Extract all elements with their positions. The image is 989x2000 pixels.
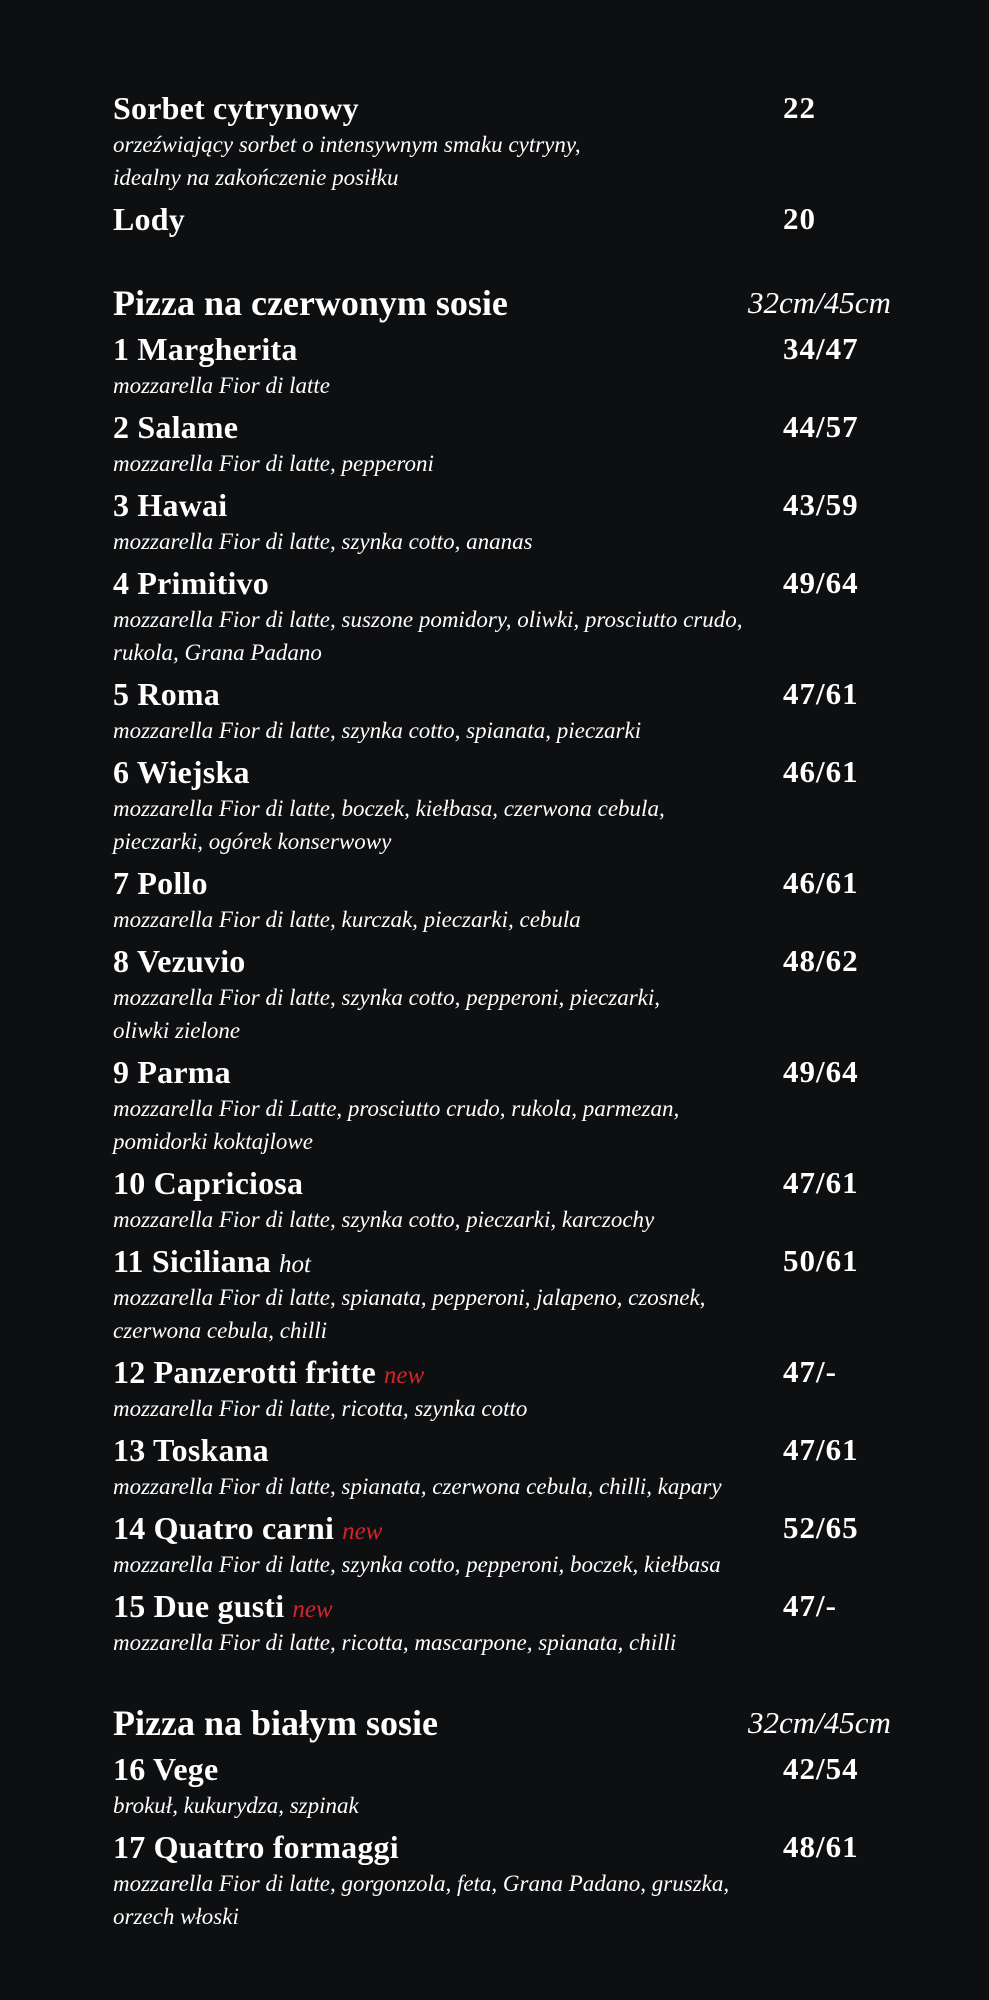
menu-item-price: 47/-	[783, 1354, 837, 1389]
menu-item-price: 46/61	[783, 754, 859, 789]
menu-item-red-sauce-14	[113, 1508, 913, 1581]
menu-item-description: mozzarella Fior di latte, szynka cotto, pepperoni, boczek, kiełbasa	[113, 1552, 721, 1577]
menu-item-row	[113, 1508, 913, 1548]
section-sizes: 32cm/45cm	[748, 285, 891, 320]
menu-item-description: mozzarella Fior di latte, suszone pomidory, oliwki, prosciutto crudo,	[113, 607, 743, 632]
menu-item-price: 47/61	[783, 1165, 859, 1200]
menu-item-description: mozzarella Fior di latte, kurczak, pieczarki, cebula	[113, 907, 581, 932]
menu-item-description: mozzarella Fior di latte, boczek, kiełbasa, czerwona cebula,	[113, 796, 665, 821]
menu-item-name: 11 Siciliana	[113, 1243, 271, 1279]
menu-item-price: 34/47	[783, 331, 859, 366]
menu-item-red-sauce-3	[113, 485, 913, 558]
menu-item-name: 7 Pollo	[113, 865, 208, 901]
menu-item-description: mozzarella Fior di latte, szynka cotto, pieczarki, karczochy	[113, 1207, 655, 1232]
menu-item-price: 50/61	[783, 1243, 859, 1278]
menu-item-name: 8 Vezuvio	[113, 943, 246, 979]
menu-item-description: orzech włoski	[113, 1904, 239, 1929]
menu-item-price: 48/61	[783, 1829, 859, 1864]
menu-item-description: idealny na zakończenie posiłku	[113, 165, 399, 190]
menu-item-red-sauce-13	[113, 1430, 913, 1503]
menu-item-red-sauce-6	[113, 752, 913, 858]
menu-item-row	[113, 1052, 913, 1092]
section-title: Pizza na czerwonym sosie	[113, 283, 508, 323]
menu-item-white-sauce-2	[113, 1827, 913, 1933]
menu-item-name: 15 Due gusti	[113, 1588, 285, 1624]
menu-item-red-sauce-11	[113, 1241, 913, 1347]
menu-item-price: 52/65	[783, 1510, 859, 1545]
menu-item-description: mozzarella Fior di latte, szynka cotto, pepperoni, pieczarki,	[113, 985, 661, 1010]
menu-item-name: 13 Toskana	[113, 1432, 269, 1468]
menu-item-name: 1 Margherita	[113, 331, 298, 367]
menu-item-price: 44/57	[783, 409, 859, 444]
menu-item-row	[113, 485, 913, 525]
hot-tag: hot	[279, 1251, 311, 1278]
menu-item-name: Sorbet cytrynowy	[113, 90, 359, 126]
menu-item-price: 22	[783, 90, 816, 125]
menu-item-price: 46/61	[783, 865, 859, 900]
menu-item-description: mozzarella Fior di latte	[113, 373, 331, 398]
menu-item-price: 47/61	[783, 676, 859, 711]
menu-item-dessert-1	[113, 88, 913, 194]
menu-item-price: 49/64	[783, 1054, 859, 1089]
menu-item-row	[113, 1586, 913, 1626]
menu-item-row	[113, 1163, 913, 1203]
menu-item-red-sauce-8	[113, 941, 913, 1047]
menu-item-white-sauce-1	[113, 1749, 913, 1822]
menu-item-description: mozzarella Fior di latte, szynka cotto, spianata, pieczarki	[113, 718, 642, 743]
menu-item-row	[113, 1430, 913, 1470]
menu-item-name: 16 Vege	[113, 1751, 219, 1787]
menu-item-row	[113, 941, 913, 981]
menu-item-description: rukola, Grana Padano	[113, 640, 322, 665]
menu-item-description: mozzarella Fior di Latte, prosciutto crudo, rukola, parmezan,	[113, 1096, 680, 1121]
menu-item-description: mozzarella Fior di latte, pepperoni	[113, 451, 434, 476]
menu-item-dessert-2	[113, 199, 913, 239]
menu-item-price: 20	[783, 201, 816, 236]
menu-item-name: 4 Primitivo	[113, 565, 269, 601]
menu-item-row	[113, 1827, 913, 1867]
menu-item-price: 42/54	[783, 1751, 859, 1786]
menu-item-row	[113, 752, 913, 792]
menu-item-red-sauce-15	[113, 1586, 913, 1659]
new-tag: new	[383, 1362, 425, 1389]
menu-item-price: 47/61	[783, 1432, 859, 1467]
menu-item-name: 2 Salame	[113, 409, 239, 445]
menu-item-row	[113, 563, 913, 603]
menu-item-description: orzeźwiający sorbet o intensywnym smaku cytryny,	[113, 132, 581, 157]
menu-item-description: oliwki zielone	[113, 1018, 241, 1043]
menu-item-description: czerwona cebula, chilli	[113, 1318, 327, 1343]
menu-item-description: mozzarella Fior di latte, spianata, czerwona cebula, chilli, kapary	[113, 1474, 722, 1499]
menu-item-price: 43/59	[783, 487, 859, 522]
menu-item-row	[113, 1749, 913, 1789]
menu-item-description: mozzarella Fior di latte, ricotta, szynka cotto	[113, 1396, 528, 1421]
section-sizes: 32cm/45cm	[748, 1705, 891, 1740]
menu-item-row	[113, 1241, 913, 1281]
menu-item-row	[113, 863, 913, 903]
menu-item-description: brokuł, kukurydza, szpinak	[113, 1793, 359, 1818]
menu-item-name: 9 Parma	[113, 1054, 231, 1090]
menu-item-price: 48/62	[783, 943, 859, 978]
section-header-white-sauce	[113, 1699, 913, 1747]
menu-item-name: 6 Wiejska	[113, 754, 250, 790]
menu-item-row	[113, 88, 913, 128]
menu-item-description: mozzarella Fior di latte, szynka cotto, ananas	[113, 529, 533, 554]
menu-item-name: 5 Roma	[113, 676, 220, 712]
menu-item-name: 14 Quatro carni	[113, 1510, 335, 1546]
new-tag: new	[292, 1596, 333, 1623]
menu-item-description: mozzarella Fior di latte, gorgonzola, feta, Grana Padano, gruszka,	[113, 1871, 730, 1896]
menu-item-name: Lody	[113, 201, 185, 237]
menu-item-row	[113, 407, 913, 447]
menu-item-red-sauce-7	[113, 863, 913, 936]
menu-item-price: 49/64	[783, 565, 859, 600]
menu-item-red-sauce-4	[113, 563, 913, 669]
menu-item-description: mozzarella Fior di latte, spianata, pepperoni, jalapeno, czosnek,	[113, 1285, 706, 1310]
menu-item-red-sauce-2	[113, 407, 913, 480]
menu-item-row	[113, 199, 913, 239]
menu-item-price: 47/-	[783, 1588, 837, 1623]
menu-item-description: mozzarella Fior di latte, ricotta, mascarpone, spianata, chilli	[113, 1630, 677, 1655]
menu-item-row	[113, 329, 913, 369]
menu-item-name: 12 Panzerotti fritte	[113, 1354, 376, 1390]
menu-item-name: 17 Quattro formaggi	[113, 1829, 399, 1865]
menu-item-row	[113, 674, 913, 714]
menu-page	[113, 88, 913, 1938]
new-tag: new	[342, 1518, 383, 1545]
section-header-red-sauce	[113, 279, 913, 327]
menu-item-red-sauce-9	[113, 1052, 913, 1158]
menu-item-description: pieczarki, ogórek konserwowy	[113, 829, 392, 854]
menu-item-name: 10 Capriciosa	[113, 1165, 304, 1201]
menu-item-name: 3 Hawai	[113, 487, 228, 523]
menu-item-red-sauce-5	[113, 674, 913, 747]
section-title: Pizza na białym sosie	[113, 1703, 438, 1743]
menu-item-red-sauce-12	[113, 1352, 913, 1425]
menu-item-red-sauce-1	[113, 329, 913, 402]
menu-item-red-sauce-10	[113, 1163, 913, 1236]
menu-item-description: pomidorki koktajlowe	[113, 1129, 313, 1154]
menu-item-row	[113, 1352, 913, 1392]
